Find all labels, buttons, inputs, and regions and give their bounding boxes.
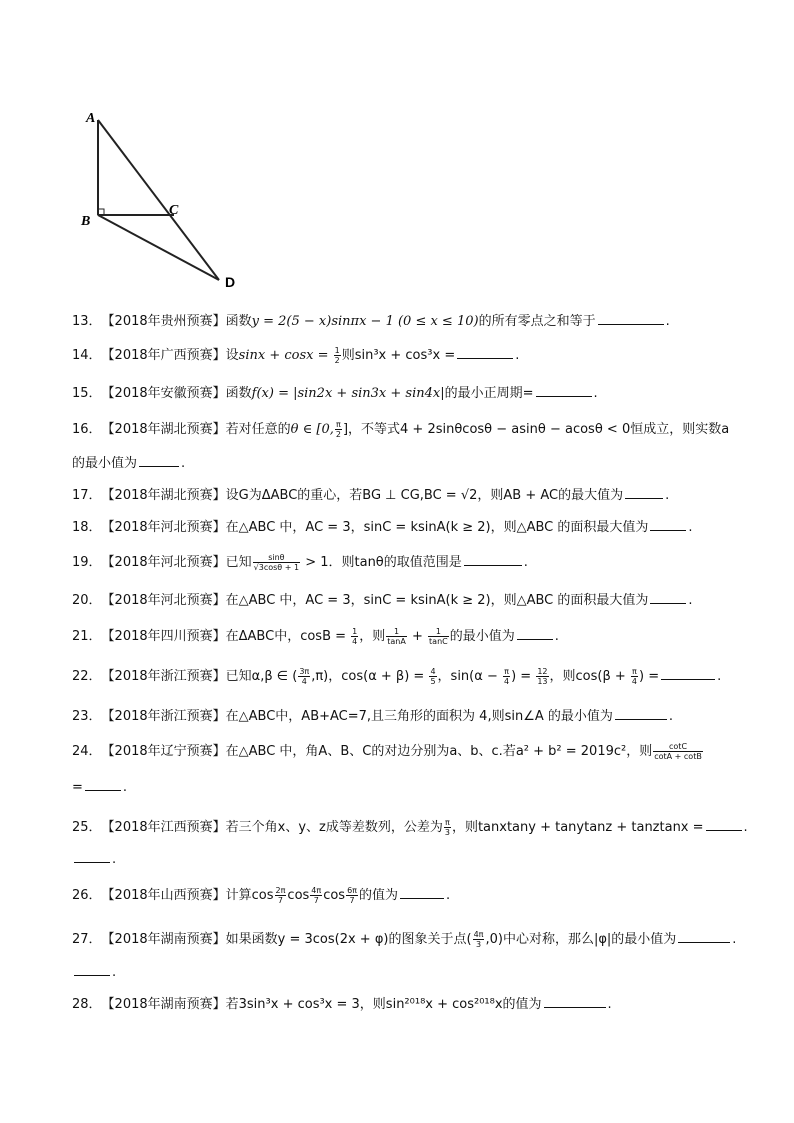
problem-text: 的最小值为 xyxy=(72,456,138,471)
problem-item xyxy=(72,486,732,505)
answer-blank xyxy=(650,591,686,604)
problem-source: 【2018年河北预赛】 xyxy=(101,555,226,570)
fraction xyxy=(253,553,300,572)
fraction-numerator: 1 xyxy=(428,627,449,637)
problem-text: 如果函数y = 3cos(2x + φ)的图象关于点( xyxy=(225,932,472,947)
problem-text: ) = xyxy=(511,669,536,684)
problem-item xyxy=(72,818,748,837)
problem-source: 【2018年辽宁预赛】 xyxy=(101,744,226,759)
problem-text: 若三个角x、y、z成等差数列，公差为 xyxy=(225,820,443,835)
problem-number: 22． xyxy=(72,669,102,684)
answer-blank xyxy=(85,778,121,791)
problem-continuation xyxy=(72,850,732,869)
answer-blank xyxy=(517,627,553,640)
problem-text: θ ∈ [0, xyxy=(290,422,334,437)
fraction-denominator: cotA + cotB xyxy=(654,752,702,761)
fraction-numerator: π xyxy=(335,420,341,429)
problem-number: 21． xyxy=(72,629,102,644)
problem-source: 【2018年湖南预赛】 xyxy=(101,932,226,947)
problem-number: 28． xyxy=(72,997,102,1012)
fraction-denominator: 5 xyxy=(430,677,436,686)
fraction-denominator: 2 xyxy=(334,356,340,365)
fraction xyxy=(310,886,322,905)
period: . xyxy=(112,852,117,867)
problem-text: 若对任意的 xyxy=(225,422,291,437)
problem-item xyxy=(72,553,732,572)
fraction-numerator: 3π xyxy=(299,667,310,676)
period: . xyxy=(607,997,612,1012)
label-C: C xyxy=(169,203,179,218)
problem-text: 设 xyxy=(225,348,239,363)
fraction-numerator: cotC xyxy=(653,742,703,752)
problem-text: + xyxy=(407,629,428,644)
fraction-numerator: 12 xyxy=(537,667,548,676)
period: . xyxy=(732,932,737,947)
problem-number: 27． xyxy=(72,932,102,947)
problem-text: 已知α,β ∈ ( xyxy=(225,669,298,684)
period: . xyxy=(717,669,722,684)
problem-text: 计算cos xyxy=(225,888,274,903)
problem-item xyxy=(72,707,732,726)
problem-text: 函数 xyxy=(225,314,252,329)
fraction xyxy=(298,667,310,686)
fraction-numerator: 6π xyxy=(347,886,357,895)
problem-text: f(x) = |sin2x + sin3x + sin4x| xyxy=(251,386,445,401)
fraction-denominator: 2 xyxy=(335,430,341,439)
period: . xyxy=(181,456,186,471)
answer-blank xyxy=(139,454,179,467)
problem-text: ]，不等式4 + 2sinθcosθ − asinθ − acosθ < 0恒成立，则实数a xyxy=(342,422,730,437)
problem-source: 【2018年湖北预赛】 xyxy=(101,488,226,503)
period: . xyxy=(554,629,559,644)
problem-item xyxy=(72,930,737,949)
fraction xyxy=(351,627,358,646)
fraction xyxy=(653,742,703,761)
period: . xyxy=(743,820,748,835)
fraction-denominator: 7 xyxy=(313,896,319,905)
problem-text: ) = xyxy=(639,669,660,684)
problem-source: 【2018年浙江预赛】 xyxy=(101,709,226,724)
fraction xyxy=(334,346,341,365)
problem-text: = xyxy=(72,780,83,795)
fraction-denominator: 3 xyxy=(475,940,482,949)
fraction-denominator: 4 xyxy=(631,677,637,686)
period: . xyxy=(688,520,693,535)
problem-number: 17． xyxy=(72,488,102,503)
problem-text: ,π)，cos(α + β) = xyxy=(311,669,429,684)
problem-source: 【2018年江西预赛】 xyxy=(101,820,226,835)
answer-blank xyxy=(625,486,663,499)
fraction-denominator: 3 xyxy=(444,828,450,837)
problem-text: sinx + cosx = xyxy=(238,348,333,363)
problem-text: 已知 xyxy=(225,555,252,570)
period: . xyxy=(112,965,117,980)
problem-item xyxy=(72,886,732,905)
answer-blank xyxy=(74,963,110,976)
fraction-denominator: 4 xyxy=(352,637,358,646)
fraction-numerator: π xyxy=(632,667,637,676)
problem-source: 【2018年湖南预赛】 xyxy=(101,997,226,1012)
problem-number: 16． xyxy=(72,422,102,437)
problem-number: 18． xyxy=(72,520,102,535)
fraction-denominator: 4 xyxy=(301,677,307,686)
problem-item xyxy=(72,995,732,1014)
problem-item xyxy=(72,667,732,686)
problem-item xyxy=(72,518,732,537)
fraction xyxy=(346,886,358,905)
problem-text: 在△ABC 中，角A、B、C的对边分别为a、b、c.若a² + b² = 2019c²，则 xyxy=(225,744,653,759)
fraction-numerator: 1 xyxy=(386,627,407,637)
problem-source: 【2018年广西预赛】 xyxy=(101,348,226,363)
answer-blank xyxy=(661,667,715,680)
period: . xyxy=(593,386,598,401)
problem-text: ，则tanxtany + tanytanz + tanztanx = xyxy=(451,820,704,835)
problem-source: 【2018年贵州预赛】 xyxy=(101,314,226,329)
period: . xyxy=(668,709,674,724)
answer-blank xyxy=(457,346,513,359)
fraction xyxy=(386,627,407,646)
problem-text: 在△ABC 中，AC = 3，sinC = ksinA(k ≥ 2)，则△ABC 的面积最大值为 xyxy=(225,593,649,608)
problem-number: 25． xyxy=(72,820,102,835)
problem-text: ，则 xyxy=(359,629,386,644)
answer-blank xyxy=(464,553,522,566)
fraction-numerator: π xyxy=(504,667,509,676)
problem-text: ，sin(α − xyxy=(437,669,502,684)
period: . xyxy=(515,348,520,363)
fraction-numerator: 4π xyxy=(473,930,484,939)
problem-continuation xyxy=(72,454,732,473)
answer-blank xyxy=(615,707,667,720)
label-A: A xyxy=(86,111,96,126)
fraction-denominator: 7 xyxy=(349,896,355,905)
fraction xyxy=(473,930,485,949)
period: . xyxy=(665,488,670,503)
fraction-denominator: 7 xyxy=(277,896,284,905)
problem-text: 在△ABC 中，AC = 3，sinC = ksinA(k ≥ 2)，则△ABC 的面积最大值为 xyxy=(225,520,649,535)
fraction-numerator: 2π xyxy=(275,886,286,895)
problem-text: 函数 xyxy=(225,386,252,401)
period: . xyxy=(688,593,693,608)
fraction xyxy=(536,667,548,686)
problem-text: 在△ABC中，AB+AC=7,且三角形的面积为 4,则sin∠A 的最小值为 xyxy=(225,709,613,724)
problem-number: 20． xyxy=(72,593,102,608)
problem-item xyxy=(72,742,732,761)
problem-text: 在ΔABC中，cosB = xyxy=(225,629,351,644)
fraction-numerator: 1 xyxy=(334,346,340,355)
problem-source: 【2018年湖北预赛】 xyxy=(101,422,226,437)
fraction-denominator: 4 xyxy=(503,677,510,686)
problem-text: 的最小正周期= xyxy=(444,386,534,401)
problem-item xyxy=(72,384,732,403)
triangle-figure xyxy=(76,100,246,295)
fraction-numerator: sinθ xyxy=(253,553,300,563)
answer-blank xyxy=(400,886,444,899)
fraction-numerator: 4 xyxy=(430,667,436,676)
problem-source: 【2018年河北预赛】 xyxy=(101,520,226,535)
problem-item xyxy=(72,420,732,439)
fraction-numerator: 1 xyxy=(352,627,358,636)
answer-blank xyxy=(598,312,664,325)
problem-text: 设G为ΔABC的重心，若BG ⊥ CG,BC = √2，则AB + AC的最大值为 xyxy=(225,488,624,503)
label-B: B xyxy=(81,214,91,229)
problem-source: 【2018年安徽预赛】 xyxy=(101,386,226,401)
fraction-denominator: tanA xyxy=(387,637,406,646)
problem-text: 若3sin³x + cos³x = 3，则sin²⁰¹⁸x + cos²⁰¹⁸x的值为 xyxy=(225,997,542,1012)
problem-number: 14． xyxy=(72,348,102,363)
problem-number: 26． xyxy=(72,888,102,903)
problem-item xyxy=(72,346,732,365)
fraction xyxy=(631,667,638,686)
fraction-denominator: 13 xyxy=(537,677,548,686)
problem-text: ，则cos(β + xyxy=(549,669,630,684)
answer-blank xyxy=(544,995,606,1008)
answer-blank xyxy=(536,384,592,397)
answer-blank xyxy=(74,850,110,863)
fraction xyxy=(335,420,342,439)
problem-number: 13． xyxy=(72,314,102,329)
problem-text: 的值为 xyxy=(358,888,398,903)
problem-continuation xyxy=(72,963,732,982)
fraction xyxy=(503,667,510,686)
problem-text: y = 2(5 − x)sinπx − 1 (0 ≤ x ≤ 10) xyxy=(251,314,479,329)
period: . xyxy=(122,780,128,795)
problem-item xyxy=(72,312,732,331)
problem-text: 的最小值为 xyxy=(449,629,515,644)
fraction-numerator: π xyxy=(444,818,450,827)
problem-text: 的所有零点之和等于 xyxy=(478,314,596,329)
problem-number: 15． xyxy=(72,386,102,401)
problem-text: cos xyxy=(287,888,310,903)
fraction xyxy=(275,886,287,905)
problem-text: > 1．则tanθ的取值范围是 xyxy=(301,555,462,570)
label-D: D xyxy=(225,274,236,290)
fraction-numerator: 4π xyxy=(311,886,322,895)
fraction-denominator: √3cosθ + 1 xyxy=(253,563,300,572)
problem-text: cos xyxy=(323,888,346,903)
problem-item xyxy=(72,627,732,646)
period: . xyxy=(523,555,528,570)
problem-item xyxy=(72,591,732,610)
problem-text: ,0)中心对称，那么|φ|的最小值为 xyxy=(485,932,677,947)
period: . xyxy=(446,888,451,903)
fraction-denominator: tanC xyxy=(429,637,448,646)
problem-number: 19． xyxy=(72,555,102,570)
fraction xyxy=(429,667,436,686)
problem-text: 则sin³x + cos³x = xyxy=(341,348,456,363)
period: . xyxy=(665,314,670,329)
answer-blank xyxy=(650,518,686,531)
problem-source: 【2018年四川预赛】 xyxy=(101,629,226,644)
fraction xyxy=(428,627,449,646)
problem-source: 【2018年山西预赛】 xyxy=(101,888,226,903)
answer-blank xyxy=(678,930,730,943)
fraction xyxy=(444,818,451,837)
answer-blank xyxy=(706,818,742,831)
problem-source: 【2018年浙江预赛】 xyxy=(101,669,226,684)
problem-continuation xyxy=(72,778,732,797)
problem-source: 【2018年河北预赛】 xyxy=(101,593,226,608)
problem-number: 24． xyxy=(72,744,102,759)
problem-number: 23． xyxy=(72,709,102,724)
